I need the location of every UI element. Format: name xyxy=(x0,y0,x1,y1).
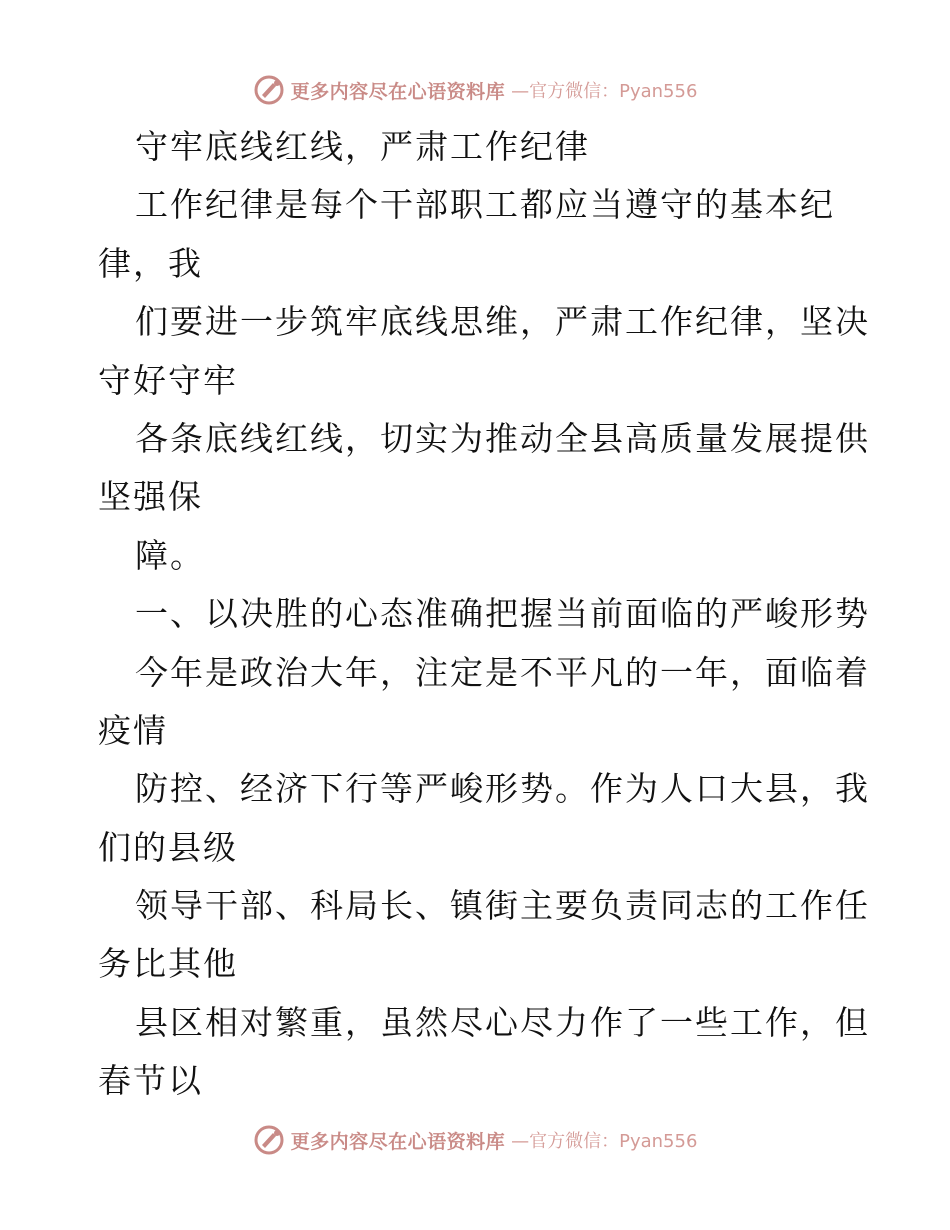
watermark-brand: 更多内容尽在心语资料库 xyxy=(290,1130,506,1153)
header-watermark xyxy=(0,70,950,110)
text-line: 们要进一步筑牢底线思维，严肃工作纪律，坚决 xyxy=(135,302,870,342)
text-line: 障。 xyxy=(135,535,205,575)
text-line: 春节以 xyxy=(98,1061,203,1101)
text-line: 务比其他 xyxy=(98,944,238,984)
text-line: 今年是政治大年，注定是不平凡的一年，面临着 xyxy=(135,652,870,692)
text-line: 领导干部、科局长、镇街主要负责同志的工作任 xyxy=(135,886,870,926)
brush-seal-icon xyxy=(253,1124,285,1156)
text-line: 守好守牢 xyxy=(98,360,238,400)
text-line: 律，我 xyxy=(98,243,203,283)
text-line: 坚强保 xyxy=(98,477,203,517)
watermark-brand: 更多内容尽在心语资料库 xyxy=(290,80,506,103)
document-body xyxy=(98,118,870,1111)
footer-watermark xyxy=(0,1120,950,1160)
watermark-contact: —官方微信：Pyan556 xyxy=(511,1131,698,1152)
section-heading: 一、以决胜的心态准确把握当前面临的严峻形势 xyxy=(135,594,870,634)
brush-seal-icon xyxy=(253,74,285,106)
watermark-contact: —官方微信：Pyan556 xyxy=(511,81,698,102)
text-line: 防控、经济下行等严峻形势。作为人口大县，我 xyxy=(135,769,870,809)
text-line: 们的县级 xyxy=(98,827,238,867)
text-line: 疫情 xyxy=(98,710,168,750)
text-line: 工作纪律是每个干部职工都应当遵守的基本纪 xyxy=(135,185,835,225)
document-title: 守牢底线红线，严肃工作纪律 xyxy=(135,127,590,166)
text-line: 县区相对繁重，虽然尽心尽力作了一些工作，但 xyxy=(135,1002,870,1042)
text-line: 各条底线红线，切实为推动全县高质量发展提供 xyxy=(135,418,870,458)
